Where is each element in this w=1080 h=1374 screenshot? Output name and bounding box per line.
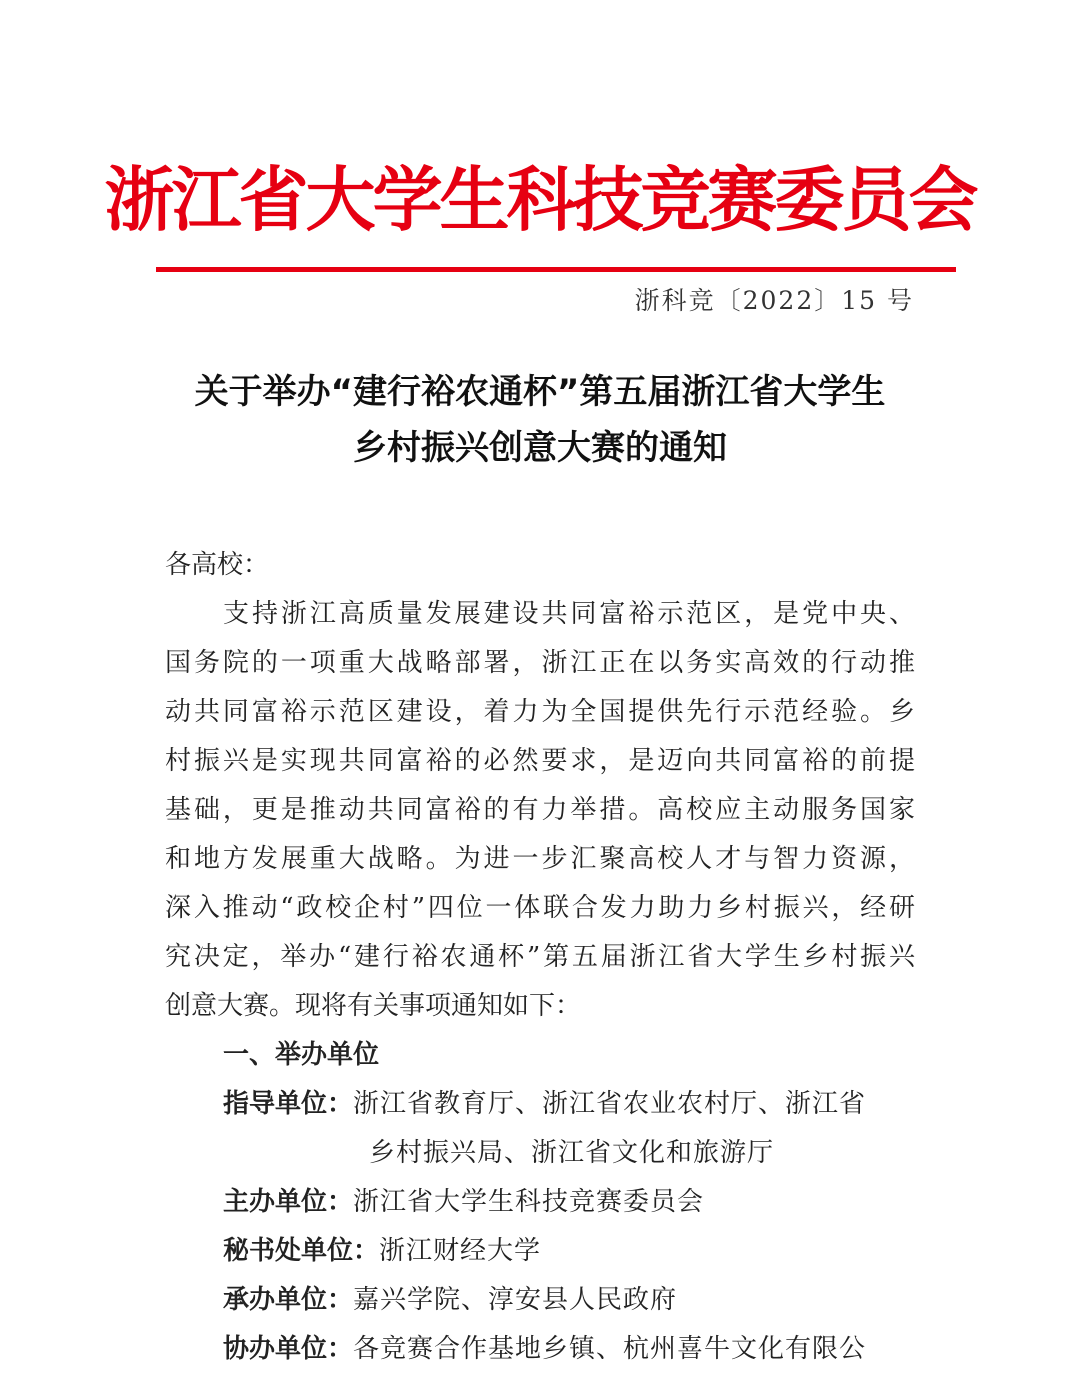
paragraph-line: 究决定，举办“建行裕农通杯”第五届浙江省大学生乡村振兴 <box>165 942 915 972</box>
unit-label: 协办单位： <box>223 1334 354 1364</box>
paragraph-line: 创意大赛。现将有关事项通知如下： <box>165 991 582 1021</box>
salutation: 各高校： <box>165 550 270 580</box>
red-divider-rule <box>156 267 956 272</box>
paragraph-line: 村振兴是实现共同富裕的必然要求，是迈向共同富裕的前提 <box>165 746 915 776</box>
document-number: 浙科竞〔2022〕15 号 <box>634 286 914 315</box>
title-line-1: 关于举办“建行裕农通杯”第五届浙江省大学生 <box>194 372 886 412</box>
unit-value: 浙江省大学生科技竞赛委员会 <box>353 1187 705 1217</box>
paragraph-line: 动共同富裕示范区建设，着力为全国提供先行示范经验。乡 <box>165 697 915 727</box>
unit-value: 浙江省教育厅、浙江省农业农村厅、浙江省 <box>353 1089 867 1119</box>
unit-label: 主办单位： <box>223 1187 354 1217</box>
unit-row-organizer <box>165 1276 925 1325</box>
paragraph-line: 国务院的一项重大战略部署，浙江正在以务实高效的行动推 <box>165 648 915 678</box>
unit-value: 浙江财经大学 <box>379 1236 542 1266</box>
unit-value: 嘉兴学院、淳安县人民政府 <box>353 1285 678 1315</box>
unit-value-continued: 乡村振兴局、浙江省文化和旅游厅 <box>369 1138 775 1168</box>
paragraph-line: 和地方发展重大战略。为进一步汇聚高校人才与智力资源， <box>165 844 915 874</box>
unit-label: 承办单位： <box>223 1285 354 1315</box>
unit-value: 各竞赛合作基地乡镇、杭州喜牛文化有限公 <box>353 1334 867 1364</box>
paragraph-line: 基础，更是推动共同富裕的有力举措。高校应主动服务国家 <box>165 795 915 825</box>
unit-label: 秘书处单位： <box>223 1236 380 1266</box>
masthead: 浙江省大学生科技竞赛委员会 <box>104 159 976 241</box>
unit-row-co-organizer <box>165 1325 925 1374</box>
unit-label: 指导单位： <box>223 1089 354 1119</box>
title-line-2: 乡村振兴创意大赛的通知 <box>353 428 727 468</box>
section-heading-organizers: 一、举办单位 <box>223 1040 380 1070</box>
unit-row-host <box>165 1178 925 1227</box>
unit-row-secretariat <box>165 1227 925 1276</box>
paragraph-line: 深入推动“政校企村”四位一体联合发力助力乡村振兴，经研 <box>165 893 915 923</box>
notice-body <box>165 541 925 1374</box>
paragraph-line: 支持浙江高质量发展建设共同富裕示范区，是党中央、 <box>223 599 915 629</box>
notice-title <box>150 364 930 476</box>
unit-row-guidance <box>165 1080 925 1129</box>
